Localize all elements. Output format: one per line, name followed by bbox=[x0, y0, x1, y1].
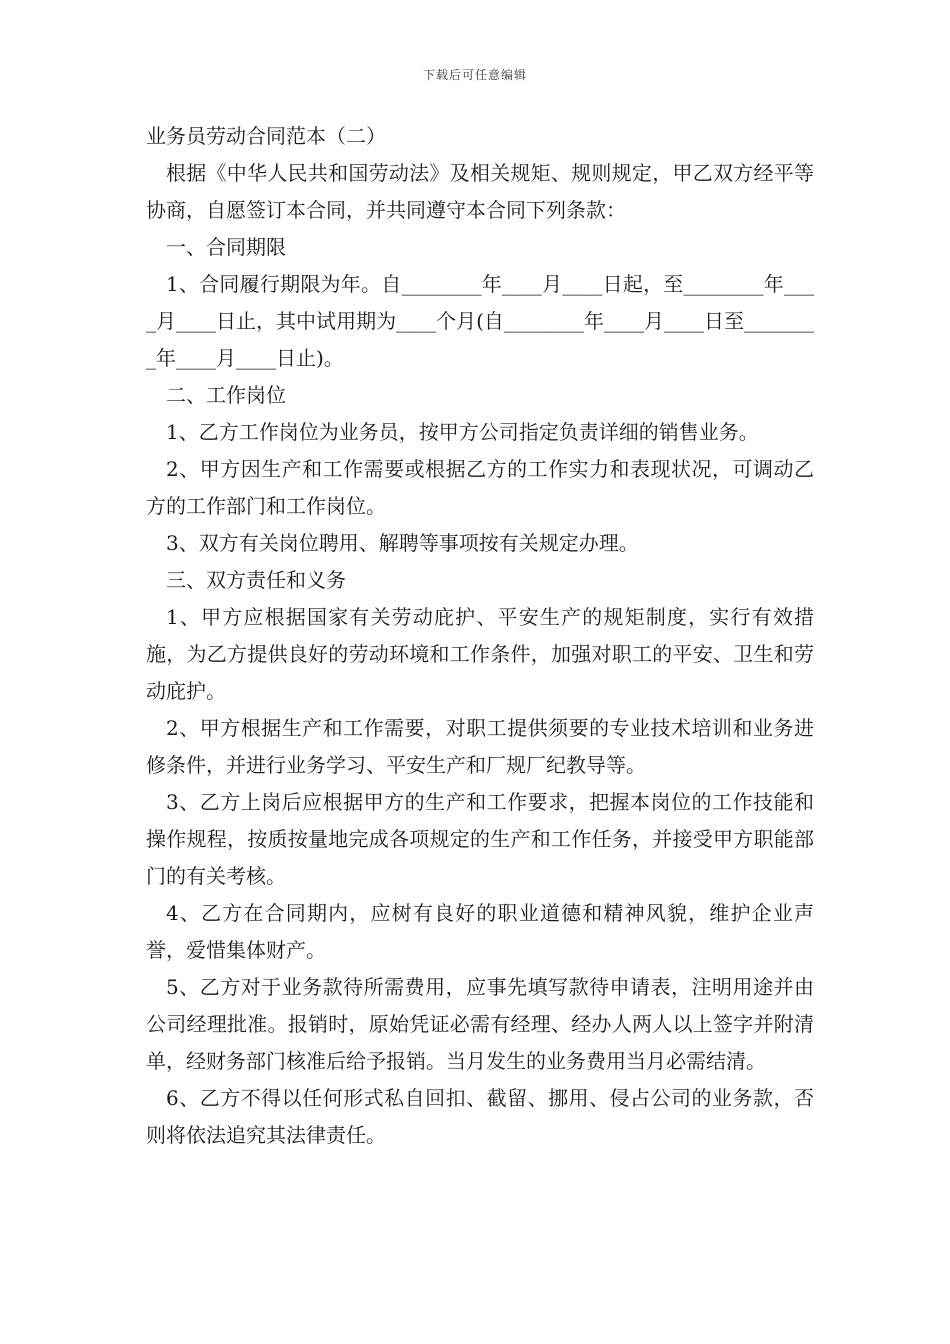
duties-clause-1: 1、甲方应根据国家有关劳动庇护、平安生产的规矩制度，实行有效措施，为乙方提供良好的劳动环境和工作条件，加强对职工的平安、卫生和劳动庇护。 bbox=[146, 605, 814, 703]
duties-clause-2: 2、甲方根据生产和工作需要，对职工提供须要的专业技术培训和业务进修条件，并进行业务学习、平安生产和厂规厂纪教导等。 bbox=[146, 716, 814, 777]
document-title: 业务员劳动合同范本（二） bbox=[146, 124, 386, 148]
duties-clause-3: 3、乙方上岗后应根据甲方的生产和工作要求，把握本岗位的工作技能和操作规程，按质按量地完成各项规定的生产和工作任务，并接受甲方职能部门的有关考核。 bbox=[146, 790, 814, 888]
position-clause-2: 2、甲方因生产和工作需要或根据乙方的工作实力和表现状况，可调动乙方的工作部门和工作岗位。 bbox=[146, 457, 814, 518]
duties-clause-5: 5、乙方对于业务款待所需费用，应事先填写款待申请表，注明用途并由公司经理批准。报销时，原始凭证必需有经理、经办人两人以上签字并附清单，经财务部门核准后给予报销。当月发生的业务费用当月必需结清。 bbox=[146, 975, 814, 1073]
duties-clause-6: 6、乙方不得以任何形式私自回扣、截留、挪用、侵占公司的业务款，否则将依法追究其法律责任。 bbox=[146, 1086, 814, 1147]
intro-paragraph: 根据《中华人民共和国劳动法》及相关规矩、规则规定，甲乙双方经平等协商，自愿签订本合同，并共同遵守本合同下列条款： bbox=[146, 161, 814, 222]
section-heading-duties: 三、双方责任和义务 bbox=[166, 568, 346, 592]
position-clause-3: 3、双方有关岗位聘用、解聘等事项按有关规定办理。 bbox=[166, 531, 639, 555]
document-body bbox=[146, 118, 814, 1154]
section-heading-term: 一、合同期限 bbox=[166, 235, 286, 259]
duties-clause-4: 4、乙方在合同期内，应树有良好的职业道德和精神风貌，维护企业声誉，爱惜集体财产。 bbox=[146, 901, 814, 962]
term-clause-1: 1、合同履行期限为年。自________年____月____日起，至________年____月____日止，其中试用期为____个月(自________年____月____日至________年____月____日止)。 bbox=[146, 272, 814, 370]
position-clause-1: 1、乙方工作岗位为业务员，按甲方公司指定负责详细的销售业务。 bbox=[166, 420, 759, 444]
section-heading-position: 二、工作岗位 bbox=[166, 383, 286, 407]
page-header-note: 下载后可任意编辑 bbox=[422, 68, 527, 82]
